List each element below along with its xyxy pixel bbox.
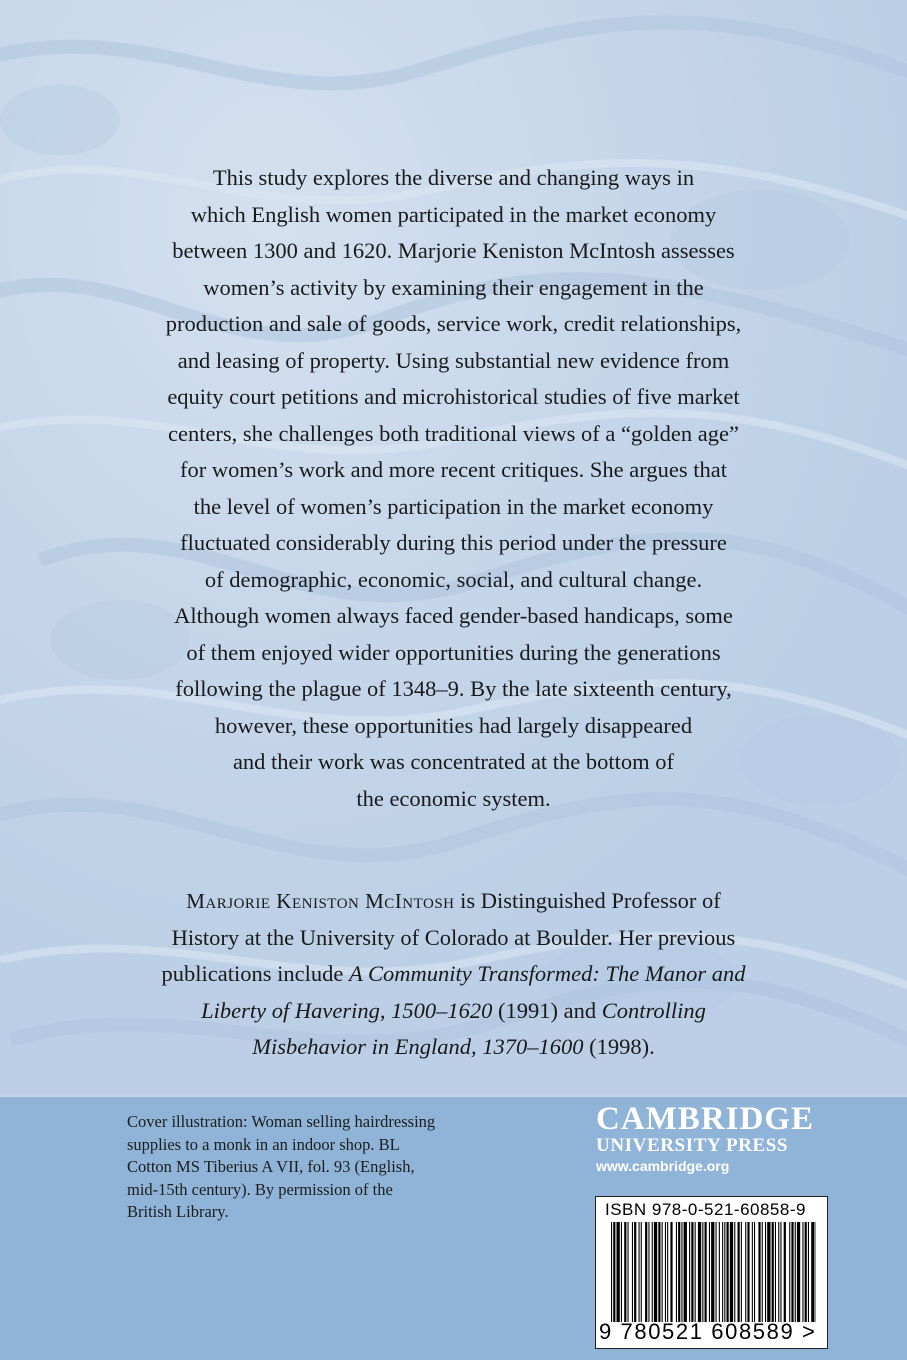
barcode-bar <box>791 1222 793 1322</box>
bio-line <box>100 956 807 993</box>
barcode-bar <box>797 1222 800 1322</box>
publisher-logo <box>596 1102 836 1176</box>
barcode-bar <box>802 1222 803 1322</box>
description-line: of demographic, economic, social, and cultural change. <box>204 566 703 592</box>
ean-digits: 9 780521 608589 > <box>599 1319 817 1344</box>
book-title: A Community Transformed: The Manor and <box>348 961 746 986</box>
barcode-bar <box>762 1222 763 1322</box>
barcode-bar <box>641 1222 642 1322</box>
barcode-bar <box>722 1222 723 1322</box>
barcode-bar <box>789 1222 790 1322</box>
barcode-bar <box>611 1222 612 1322</box>
description-line: which English women participated in the market economy <box>190 201 717 227</box>
barcode-bar <box>754 1222 755 1322</box>
barcode-bar <box>734 1222 735 1322</box>
barcode-bar <box>652 1222 653 1322</box>
barcode-bar <box>617 1222 620 1322</box>
description-line: fluctuated considerably during this period under the pressure <box>180 530 727 555</box>
barcode-bar <box>613 1222 615 1322</box>
barcode-bar <box>727 1222 729 1322</box>
barcode-bar <box>621 1222 622 1322</box>
barcode-bar <box>716 1222 717 1322</box>
description-line: Although women always faced gender-based handicaps, some <box>174 603 733 628</box>
author-name: Marjorie Keniston McIntosh <box>186 889 455 913</box>
publisher-subtitle: UNIVERSITY PRESS <box>596 1135 789 1156</box>
book-year: (1998). <box>583 1034 655 1059</box>
isbn-label: ISBN 978-0-521-60858-9 <box>605 1200 806 1219</box>
barcode-bar <box>624 1222 626 1322</box>
book-year: (1991) and <box>492 997 602 1023</box>
footer-band <box>0 1097 907 1360</box>
barcode-bar <box>811 1222 814 1322</box>
description-line: equity court petitions and microhistorical studies of five market <box>167 384 740 409</box>
barcode-bar <box>658 1222 660 1322</box>
barcode-bar <box>681 1222 682 1322</box>
barcode-bar <box>752 1222 753 1322</box>
bio-line: History at the University of Colorado at Boulder. Her previous <box>171 924 736 950</box>
barcode-bar <box>775 1222 776 1322</box>
barcode-bar <box>691 1222 693 1322</box>
barcode-bar <box>645 1222 647 1322</box>
description-line: and their work was concentrated at the bottom of <box>232 749 675 774</box>
credit-line: Cotton MS Tiberius A VII, fol. 93 (English, <box>127 1157 415 1176</box>
description-line: for women’s work and more recent critiques. She argues that <box>180 457 727 482</box>
description-line: between 1300 and 1620. Marjorie Keniston McIntosh assesses <box>172 238 735 263</box>
barcode-bar <box>654 1222 657 1322</box>
bio-line <box>100 1029 807 1066</box>
barcode-bar <box>702 1222 703 1322</box>
description-line: of them enjoyed wider opportunities during the generations <box>186 639 721 665</box>
barcode-bar <box>705 1222 707 1322</box>
barcode-bar <box>747 1222 749 1322</box>
barcode-bar <box>684 1222 687 1322</box>
publisher-name: CAMBRIDGE <box>596 1101 815 1137</box>
barcode-bar <box>784 1222 786 1322</box>
book-title: Misbehavior in England, 1370–1600 <box>252 1034 584 1059</box>
barcode-bar <box>632 1222 633 1322</box>
barcode-bar <box>665 1222 666 1322</box>
cover-illustration-credit <box>127 1111 497 1224</box>
book-title: Controlling <box>601 997 706 1023</box>
book-title: Liberty of Havering, 1500–1620 <box>201 997 493 1023</box>
description-paragraph <box>120 160 787 817</box>
barcode-bar <box>634 1222 636 1322</box>
barcode-bar <box>767 1222 770 1322</box>
barcode-bar <box>772 1222 774 1322</box>
description-line: and leasing of property. Using substantial new evidence from <box>177 347 730 373</box>
description-line: the economic system. <box>356 785 551 811</box>
credit-line: British Library. <box>127 1202 229 1221</box>
barcode-bar <box>678 1222 680 1322</box>
description-line: the level of women’s participation in the market economy <box>193 493 714 519</box>
description-line: This study explores the diverse and changing ways in <box>212 165 695 190</box>
barcode-bar <box>662 1222 663 1322</box>
isbn-barcode <box>595 1196 828 1349</box>
bio-text: is Distinguished Professor of <box>454 888 721 913</box>
publisher-url: www.cambridge.org <box>596 1158 730 1174</box>
description-line: production and sale of goods, service work, credit relationships, <box>165 311 742 336</box>
barcode-bar <box>676 1222 677 1322</box>
barcode-bar <box>808 1222 809 1322</box>
barcode-bar <box>795 1222 796 1322</box>
barcode-bar <box>711 1222 714 1322</box>
credit-line: mid-15th century). By permission of the <box>127 1179 393 1199</box>
barcode-bar <box>765 1222 766 1322</box>
barcode-bar <box>698 1222 701 1322</box>
author-bio <box>100 883 807 1066</box>
barcode-bar <box>667 1222 668 1322</box>
bio-line <box>100 883 807 920</box>
description-line: following the plague of 1348–9. By the late sixteenth century, <box>175 676 732 701</box>
barcode-bar <box>778 1222 779 1322</box>
barcode-bar <box>639 1222 640 1322</box>
description-line: however, these opportunities had largely disappeared <box>214 712 693 738</box>
bio-line <box>100 993 807 1030</box>
barcode-bar <box>805 1222 807 1322</box>
credit-line: supplies to a monk in an indoor shop. BL <box>127 1134 400 1154</box>
barcode-bar <box>741 1222 742 1322</box>
barcode-bar <box>745 1222 746 1322</box>
book-description <box>120 160 787 817</box>
barcode-bar <box>709 1222 710 1322</box>
barcode-bar <box>730 1222 733 1322</box>
barcode-bar <box>648 1222 649 1322</box>
bio-text: publications include <box>161 961 349 986</box>
barcode-bar <box>670 1222 672 1322</box>
barcode-bar <box>738 1222 740 1322</box>
barcode-bar <box>719 1222 720 1322</box>
barcode-bar <box>758 1222 760 1322</box>
barcode-bar <box>780 1222 781 1322</box>
barcode-bars <box>611 1222 816 1322</box>
barcode-bar <box>695 1222 696 1322</box>
barcode-bar <box>628 1222 629 1322</box>
description-line: centers, she challenges both traditional views of a “golden age” <box>167 420 740 446</box>
barcode-bar <box>724 1222 725 1322</box>
credit-line: Cover illustration: Woman selling hairdressing <box>127 1112 436 1131</box>
barcode-bar <box>689 1222 690 1322</box>
description-line: women’s activity by examining their engagement in the <box>203 274 704 300</box>
